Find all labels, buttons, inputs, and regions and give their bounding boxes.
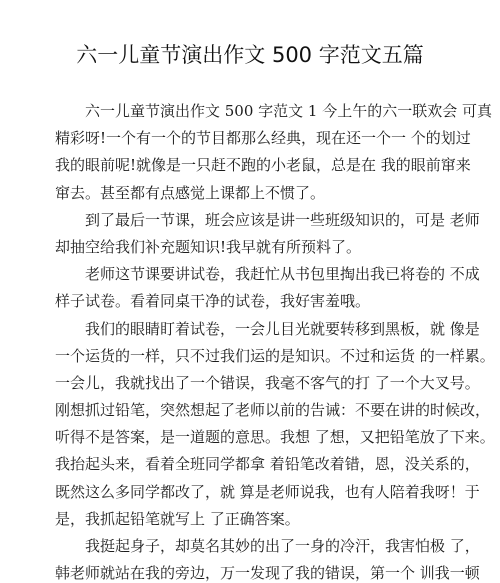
paragraph-line: 我挺起身子，却莫名其妙的出了一身的冷汗，我害怕极 了， bbox=[85, 537, 480, 555]
paragraph-line: 听得不是答案，是一道题的意思。我想 了想，又把铅笔放了下来。 bbox=[55, 428, 495, 447]
paragraph-line: 老师这节课要讲试卷，我赶忙从书包里掏出我已将卷的 不成 bbox=[85, 265, 480, 284]
paragraph-line: 样子试卷。看着同桌干净的试卷，我好害羞哦。 bbox=[55, 292, 371, 311]
paragraph-line: 是，我抓起铅笔就写上 了正确答案。 bbox=[55, 509, 300, 528]
paragraph-line: 我的眼前呢!就像是一只赶不跑的小老鼠，总是在 我的眼前窜来 bbox=[55, 156, 471, 175]
paragraph-5 bbox=[55, 533, 480, 583]
paragraph-line: 六一儿童节演出作文 500 字范文 1 今上午的六一联欢会 可真 bbox=[85, 102, 493, 120]
paragraph-line: 既然这么多同学都改了，就 算是老师说我，也有人陪着我呀！于 bbox=[55, 482, 480, 501]
document-title: 六一儿童节演出作文 500 字范文五篇 bbox=[76, 43, 424, 67]
paragraph-4 bbox=[55, 316, 495, 534]
paragraph-line: 我抬起头来，看着全班同学都拿 着铅笔改着错，恩，没关系的， bbox=[55, 455, 480, 474]
paragraph-line: 一会儿，我就找出了一个错误，我毫不客气的打 了一个大叉号。 bbox=[55, 373, 480, 392]
paragraph-line: 一个运货的一样，只不过我们运的是知识。不过和运货 的一样累。 bbox=[55, 346, 495, 365]
paragraph-line: 窜去。甚至都有点感觉上课都上不惯了。 bbox=[55, 183, 326, 202]
paragraph-line: 却抽空给我们补充题知识!我早就有所预料了。 bbox=[55, 237, 362, 256]
paragraph-3 bbox=[55, 261, 480, 315]
paragraph-line: 刚想抓过铅笔，突然想起了老师以前的告诫：不要在讲的时候改， bbox=[55, 401, 491, 420]
paragraph-line: 我们的眼睛盯着试卷，一会儿目光就要转移到黑板，就 像是 bbox=[85, 319, 480, 338]
document-body bbox=[55, 98, 495, 583]
paragraph-line: 到了最后一节课，班会应该是讲一些班级知识的，可是 老师 bbox=[85, 210, 480, 229]
paragraph-line: 精彩呀!一个有一个的节目都那么经典，现在还一个一 个的划过 bbox=[55, 129, 471, 148]
paragraph-2 bbox=[55, 207, 480, 261]
paragraph-line: 韩老师就站在我的旁边，万一发现了我的错误，第一个 训我一顿 bbox=[55, 564, 480, 583]
paragraph-1 bbox=[55, 98, 493, 207]
